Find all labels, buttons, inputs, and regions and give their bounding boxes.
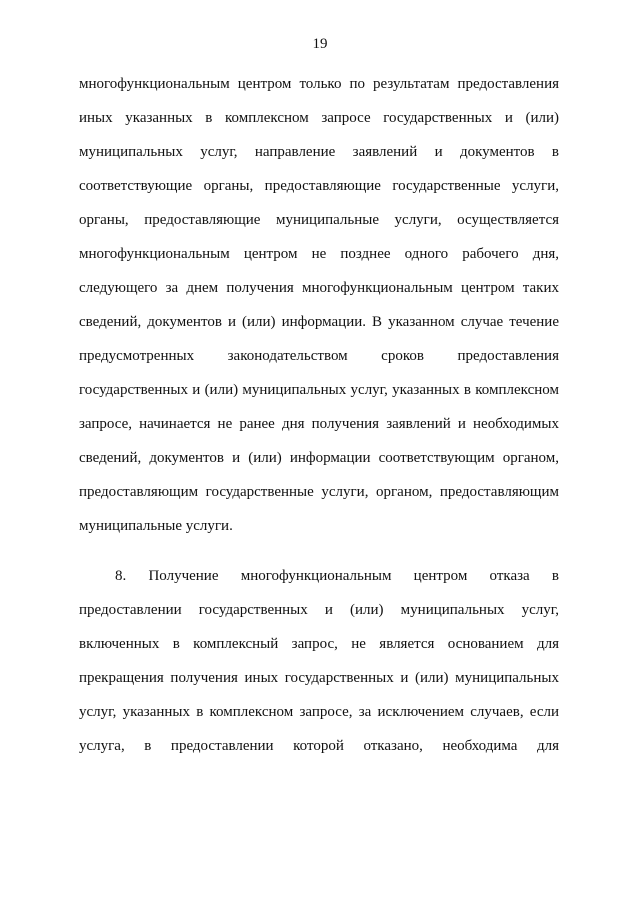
text-line: предусмотренных законодательством сроков предоставления	[79, 348, 559, 364]
text-line: многофункциональным центром только по результатам предоставления	[79, 76, 559, 92]
page-number: 19	[312, 36, 328, 52]
text-line: следующего за днем получения многофункциональным центром таких	[79, 280, 559, 296]
text-line: включенных в комплексный запрос, не является основанием для	[79, 636, 559, 652]
text-line: 8. Получение многофункциональным центром отказа в	[115, 568, 559, 584]
text-line: услуга, в предоставлении которой отказано, необходима для	[79, 738, 559, 754]
text-line: органы, предоставляющие муниципальные услуги, осуществляется	[79, 212, 559, 228]
text-line: предоставляющим государственные услуги, органом, предоставляющим	[79, 484, 559, 500]
text-line: сведений, документов и (или) информации соответствующим органом,	[79, 450, 559, 466]
text-line: соответствующие органы, предоставляющие государственные услуги,	[79, 178, 559, 194]
paragraph-2	[79, 566, 559, 770]
text-line: сведений, документов и (или) информации. В указанном случае течение	[79, 314, 559, 330]
text-line: муниципальных услуг, направление заявлений и документов в	[79, 144, 559, 160]
text-line: предоставлении государственных и (или) муниципальных услуг,	[79, 602, 559, 618]
text-line: многофункциональным центром не позднее одного рабочего дня,	[79, 246, 559, 262]
text-line: услуг, указанных в комплексном запросе, за исключением случаев, если	[79, 704, 559, 720]
text-line: прекращения получения иных государственных и (или) муниципальных	[79, 670, 559, 686]
document-body	[79, 74, 559, 770]
paragraph-1	[79, 74, 559, 550]
text-line: муниципальные услуги.	[79, 518, 233, 534]
paragraph-spacer	[79, 550, 559, 566]
text-line: государственных и (или) муниципальных услуг, указанных в комплексном	[79, 382, 559, 398]
text-line: запросе, начинается не ранее дня получения заявлений и необходимых	[79, 416, 559, 432]
text-line: иных указанных в комплексном запросе государственных и (или)	[79, 110, 559, 126]
